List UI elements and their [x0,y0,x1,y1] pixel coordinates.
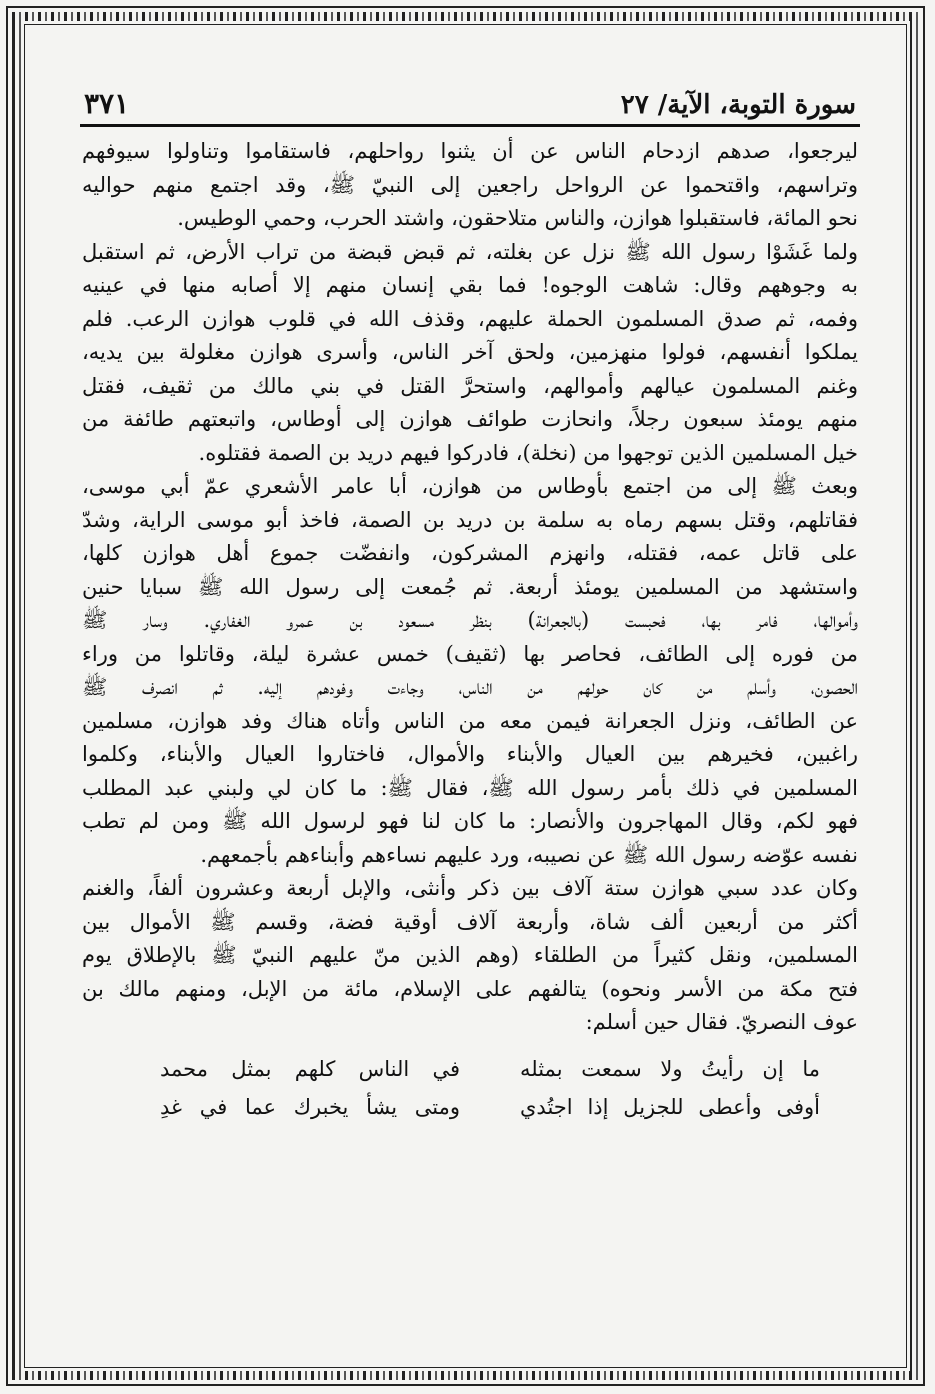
body-text [80,135,860,1040]
page-header [80,74,860,127]
text-line: نفسه عوّضه رسول الله ﷺ عن نصيبه، ورد عليهم نساءهم وأبناءهم بأجمعهم. [200,842,858,867]
text-line: وأموالها، فامر بها، فحبست (بالجعرانة) بنظر مسعود بن عمرو الغفاري. وسار ﷺ [82,608,858,632]
text-line: منهم يومئذ سبعون رجلاً، وانحازت طوائف هوازن إلى أوطاس، واتبعتهم طائفة من [82,407,858,431]
verse-line [80,1050,860,1088]
text-line: به وجوههم وقال: شاهت الوجوه! فما بقي إنسان منهم إلا أصابه منها في عينيه [82,273,858,297]
text-line: عن الطائف، ونزل الجعرانة فيمن معه من الناس وأتاه هناك وفد هوازن، مسلمين [82,708,858,733]
page-number: ٣٧١ [84,87,130,120]
text-line: المسلمين في ذلك بأمر رسول الله ﷺ، فقال ﷺ: ما كان لي ولبني عبد المطلب [82,775,858,800]
book-page [80,74,860,1364]
text-line: وبعث ﷺ إلى من اجتمع بأوطاس من هوازن، أبا عامر الأشعري عمّ أبي موسى، [82,474,858,498]
text-line: نحو المائة، فاستقبلوا هوازن، والناس متلاحقون، واشتد الحرب، وحمي الوطيس. [177,206,858,230]
text-line: من فوره إلى الطائف، فحاصر بها (ثقيف) خمس عشرة ليلة، وقاتلوا من وراء [82,641,858,666]
text-line: ليرجعوا، صدهم ازدحام الناس عن أن يثنوا رواحلهم، فاستقاموا وتناولوا سيوفهم [82,139,858,163]
text-line: فتح مكة من الأسر ونحوه) يتالفهم على الإسلام، مائة من الإبل، ومنهم مالك بن [82,976,858,1001]
text-line: فهو لكم، وقال المهاجرون والأنصار: ما كان لنا فهو لرسول الله ﷺ ومن لم تطب [82,809,858,833]
text-line: المسلمين، ونقل كثيراً من الطلقاء (وهم الذين منّ عليهم النبيّ ﷺ بالإطلاق يوم [82,943,858,967]
text-line: وكان عدد سبي هوازن ستة آلاف بين ذكر وأنثى، والإبل أربعة وعشرون ألفاً، والغنم [82,876,858,900]
text-line: راغبين، فخيرهم بين العيال والأبناء والأموال، فاختاروا العيال والأبناء، وكلموا [82,742,858,766]
verse-first-hemistich: أوفى وأعطى للجزيل إذا اجتُدي [520,1094,820,1119]
text-line: ولما غَشَوْا رسول الله ﷺ نزل عن بغلته، ثم قبض قبضة من تراب الأرض، ثم استقبل [82,239,858,264]
text-line: وتراسهم، واقتحموا عن الرواحل راجعين إلى النبيّ ﷺ، وقد اجتمع منهم حواليه [82,172,858,197]
text-line: أكثر من أربعين ألف شاة، وأربعة آلاف أوقية فضة، وقسم ﷺ الأموال بين [82,909,858,934]
verse-first-hemistich: ما إن رأيتُ ولا سمعت بمثله [520,1056,820,1081]
text-line: وفمه، ثم صدق المسلمون الحملة عليهم، وقذف الله في قلوب هوازن الرعب. فلم [82,306,858,331]
text-line: واستشهد من المسلمين يومئذ أربعة. ثم جُمعت إلى رسول الله ﷺ سبايا حنين [82,574,858,599]
text-line: على قاتل عمه، فقتله، وانهزم المشركون، وانفضّت جموع أهل هوازن كلها، [82,541,858,565]
text-line: فقاتلهم، وقتل بسهم رماه به سلمة بن دريد بن الصمة، فاخذ أبو موسى الراية، وشدّ [82,507,858,532]
poetry-block [80,1050,860,1126]
text-line: الحصون، وأسلم من كان حولهم من الناس، وجاءت وفودهم إليه. ثم انصرف ﷺ [82,675,858,699]
text-line: عوف النصريّ. فقال حين أسلم: [585,1010,858,1034]
running-title: سورة التوبة، الآية/ ٢٧ [620,90,856,120]
text-line: يملكوا أنفسهم، فولوا منهزمين، ولحق آخر الناس، وأسرى هوازن مغلولة بين يديه، [82,340,858,364]
verse-line [80,1088,860,1126]
verse-second-hemistich: في الناس كلهم بمثل محمد [160,1056,460,1081]
text-line: وغنم المسلمون عيالهم وأموالهم، واستحرَّ القتل في بني مالك من ثقيف، فقتل [82,373,858,398]
text-line: خيل المسلمين الذين توجهوا من (نخلة)، فادركوا فيهم دريد بن الصمة فقتلوه. [198,440,858,465]
verse-second-hemistich: ومتى يشأ يخبرك عما في غدِ [160,1094,460,1119]
